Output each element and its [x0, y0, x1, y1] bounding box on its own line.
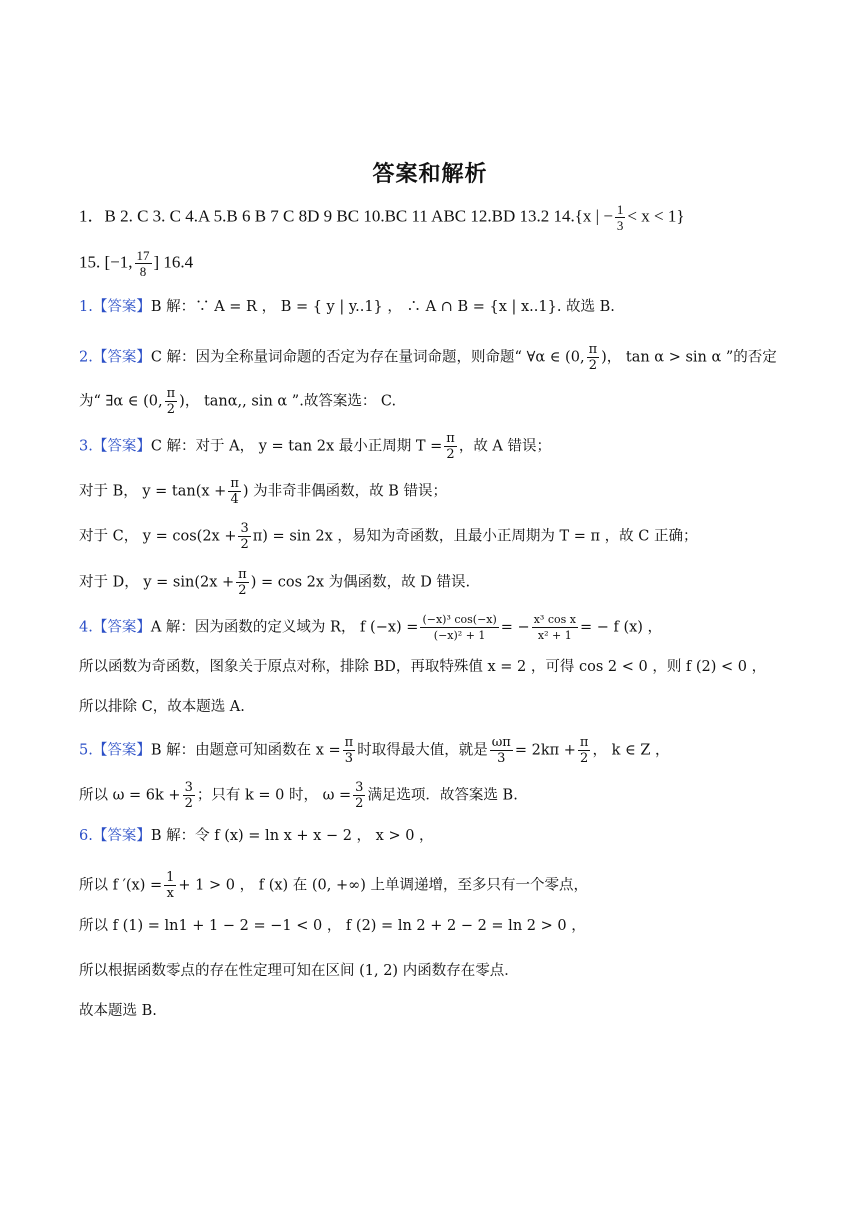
item-2-line-1: 2.【答案】C 解：因为全称量词命题的否定为存在量词命题，则命题“ ∀α ∈ (0, $\frac{\pi}{2}$ )， tan α > sin α ”的否定 [79, 342, 777, 373]
item-4-line-1: 4.【答案】A 解：因为函数的定义域为 R， f (−x) = $\frac{\text{(−x)³ cos(−x)}}{\text{(−x)² + 1}}$ = − $\frac{\text{x³ cos x}}{\text{x² + 1}}$ = − f (x) ， [79, 613, 663, 642]
q15-left: 15. [−1, [79, 252, 133, 272]
answer-key-line-2 [79, 248, 193, 279]
answer-key-text: 1．B 2. C 3. C 4.A 5.B 6 B 7 C 8D 9 BC 10.BC 11 ABC 12.BD 13.2 14. [79, 206, 575, 226]
item-6-line-4: 所以根据函数零点的存在性定理可知在区间 (1, 2) 内函数存在零点． [79, 963, 519, 979]
item-3-line-2: 对于 B， y = tan(x + $\frac{\pi}{4}$ ) 为非奇非偶函数，故 B 错误； [79, 476, 448, 507]
answer-key-line-1 [79, 202, 685, 233]
q14-right: < x < 1} [627, 206, 685, 226]
item-4-line-3: 所以排除 C，故本题选 A. [79, 699, 245, 715]
item-3-line-4: 对于 D， y = sin(2x + $\frac{\pi}{2}$ ) = cos 2x 为偶函数，故 D 错误. [79, 567, 471, 598]
item-5-line-2: 所以 ω = 6k + $\frac{3}{2}$ ；只有 k = 0 时， ω = $\frac{3}{2}$ 满足选项．故答案选 B. [79, 780, 518, 811]
item-1-line-1: 1.【答案】B 解：∵ A = R ， B = { y | y..1} ， ∴ A ∩ B = {x | x..1}. 故选 B. [79, 299, 615, 315]
page-title: 答案和解析 [372, 162, 488, 187]
item-3-line-1: 3.【答案】C 解：对于 A， y = tan 2x 最小正周期 T = $\frac{\pi}{2}$ ，故 A 错误； [79, 431, 552, 462]
item-4-line-2: 所以函数为奇函数，图象关于原点对称，排除 BD，再取特殊值 x = 2 ，可得 cos 2 < 0 ，则 f (2) < 0 ， [79, 659, 767, 675]
item-6-line-1: 6.【答案】B 解：令 f (x) = ln x + x − 2 ， x > 0 ， [79, 828, 434, 844]
item-3-line-3: 对于 C， y = cos(2x + $\frac{3}{2}$ π) = sin 2x ，易知为奇函数，且最小正周期为 T = π ，故 C 正确； [79, 521, 698, 552]
q14-fraction: $\frac{1}{3}$ [616, 202, 624, 233]
q15-fraction: $\frac{17}{8}$ [136, 248, 150, 279]
item-2-line-2: 为“ ∃α ∈ (0, $\frac{\pi}{2}$ )， tanα,, sin α ”.故答案选： C. [79, 386, 397, 417]
item-6-line-2: 所以 f ′(x) = $\frac{1}{x}$ + 1 > 0 ， f (x) 在 (0, +∞) 上单调递增，至多只有一个零点， [79, 870, 588, 901]
q15-right: ] 16.4 [153, 252, 194, 272]
item-6-line-5: 故本题选 B. [79, 1003, 157, 1019]
q14-left: {x | − [574, 206, 613, 226]
item-5-line-1: 5.【答案】B 解：由题意可知函数在 x = $\frac{\pi}{3}$ 时取得最大值，就是 $\frac{\omega\pi}{3}$ = 2kπ + $\frac{\pi}{2}$ ， k ∈ Z ， [79, 735, 670, 766]
item-6-line-3: 所以 f (1) = ln1 + 1 − 2 = −1 < 0 ， f (2) = ln 2 + 2 − 2 = ln 2 > 0 ， [79, 918, 586, 934]
